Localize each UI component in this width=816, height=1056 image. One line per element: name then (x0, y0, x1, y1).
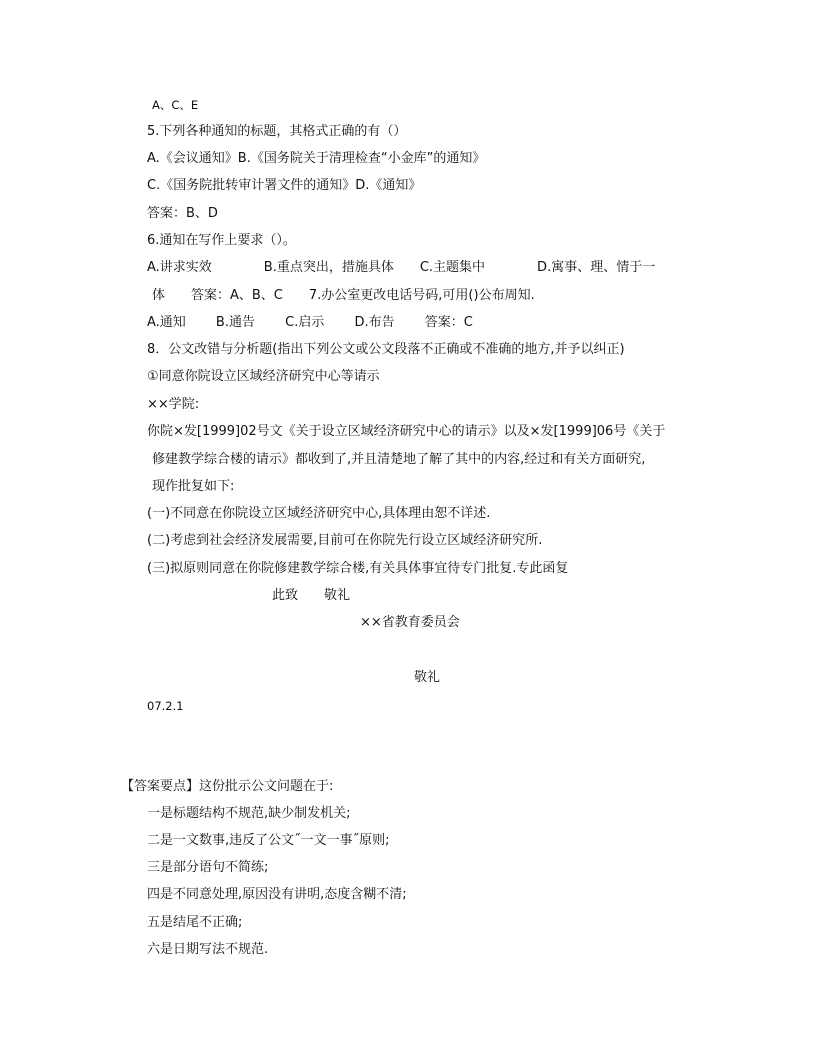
addressee: ××学院: (147, 397, 200, 412)
question-7-options: A.通知 B.通告 C.启示 D.布告 答案：C (147, 315, 473, 330)
answer-point-6: 六是日期写法不规范. (147, 942, 269, 957)
body-paragraph-line-2: 修建教学综合楼的请示》都收到了,并且清楚地了解了其中的内容,经过和有关方面研究, (152, 452, 646, 467)
reply-item-3: (三)拟原则同意在你院修建教学综合楼,有关具体事宜待专门批复.专此函复 (147, 561, 569, 576)
question-5: 5.下列各种通知的标题，其格式正确的有（） (147, 124, 407, 139)
body-paragraph-line-3: 现作批复如下: (152, 479, 235, 494)
answer-point-1: 一是标题结构不规范,缺少制发机关; (147, 806, 351, 821)
reply-item-2: (二)考虑到社会经济发展需要,目前可在你院先行设立区域经济研究所. (147, 533, 543, 548)
question-6-options: A.讲求实效 B.重点突出，措施具体 C.主题集中 D.寓事、理、情于一 (147, 260, 656, 275)
closing-salutation: 此致 敬礼 (272, 588, 351, 603)
answer-point-4: 四是不同意处理,原因没有讲明,态度含糊不清; (147, 887, 407, 902)
question-6: 6.通知在写作上要求（）。 (147, 233, 296, 248)
document-date: 07.2.1 (147, 699, 184, 713)
question-6-answer-question-7: 体 答案：A、B、C 7.办公室更改电话号码,可用()公布周知. (152, 288, 535, 303)
closing-regards: 敬礼 (414, 670, 441, 685)
answer-point-3: 三是部分语句不简练; (147, 860, 269, 875)
prev-answer-options: A、C、E (152, 98, 199, 112)
body-paragraph-line-1: 你院×发[1999]02号文《关于设立区域经济研究中心的请示》以及×发[1999]06号《关于 (147, 424, 666, 439)
document-title: ①同意你院设立区域经济研究中心等请示 (147, 369, 380, 384)
question-5-options-cd: C.《国务院批转审计署文件的通知》D.《通知》 (147, 178, 422, 193)
issuing-authority: ××省教育委员会 (360, 615, 460, 630)
question-5-options-ab: A.《会议通知》B.《国务院关于清理检查“小金库”的通知》 (147, 151, 486, 166)
answer-key-heading: 【答案要点】这份批示公文问题在于: (121, 779, 334, 794)
reply-item-1: (一)不同意在你院设立区域经济研究中心,具体理由恕不详述. (147, 506, 491, 521)
question-8: 8．公文改错与分析题(指出下列公文或公文段落不正确或不准确的地方,并予以纠正) (147, 342, 625, 357)
question-5-answer: 答案：B、D (147, 206, 218, 221)
answer-point-5: 五是结尾不正确; (147, 915, 243, 930)
answer-point-2: 二是一文数事,违反了公文˝一文一事˝原则; (147, 833, 390, 848)
